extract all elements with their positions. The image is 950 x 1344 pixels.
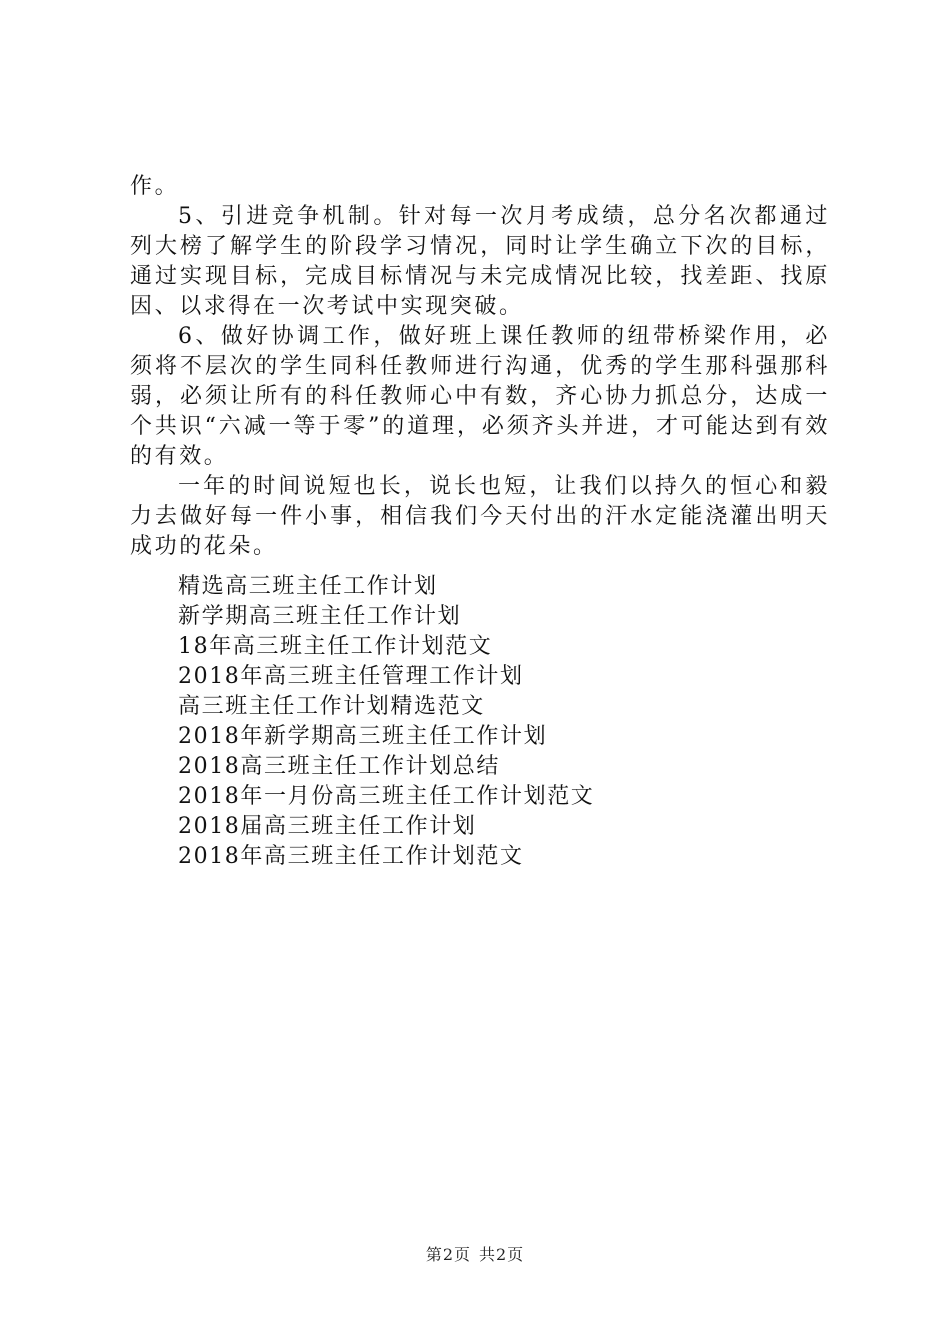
related-link-10[interactable]: 2018年高三班主任工作计划范文 <box>178 844 524 869</box>
related-link-9[interactable]: 2018届高三班主任工作计划 <box>178 814 477 839</box>
related-link-6[interactable]: 2018年新学期高三班主任工作计划 <box>178 724 548 749</box>
related-link-8[interactable]: 2018年一月份高三班主任工作计划范文 <box>178 784 595 809</box>
paragraph-continuation: 作。 <box>130 174 180 199</box>
paragraph-closing: 一年的时间说短也长，说长也短，让我们以持久的恒心和毅力去做好每一件小事，相信我们今天付出的汗水定能浇灌出明天成功的花朵。 <box>130 474 830 559</box>
paragraph-item-5: 5、引进竞争机制。针对每一次月考成绩，总分名次都通过列大榜了解学生的阶段学习情况，同时让学生确立下次的目标，通过实现目标，完成目标情况与未完成情况比较，找差距、找原因、以求得在一次考试中实现突破。 <box>130 204 830 319</box>
page-footer <box>0 1244 950 1266</box>
related-link-1[interactable]: 精选高三班主任工作计划 <box>178 574 438 599</box>
related-link-2[interactable]: 新学期高三班主任工作计划 <box>178 604 462 629</box>
document-body <box>130 172 830 562</box>
paragraph-item-6: 6、做好协调工作，做好班上课任教师的纽带桥梁作用，必须将不层次的学生同科任教师进行沟通，优秀的学生那科强那科弱，必须让所有的科任教师心中有数，齐心协力抓总分，达成一个共识“六减一等于零”的道理，必须齐头并进，才可能达到有效的有效。 <box>130 324 830 469</box>
related-link-3[interactable]: 18年高三班主任工作计划范文 <box>178 634 493 659</box>
related-link-7[interactable]: 2018高三班主任工作计划总结 <box>178 754 500 779</box>
related-links-list <box>178 572 818 872</box>
page-number: 第2页 <box>425 1245 471 1264</box>
related-link-4[interactable]: 2018年高三班主任管理工作计划 <box>178 664 524 689</box>
related-link-5[interactable]: 高三班主任工作计划精选范文 <box>178 694 485 719</box>
page-total: 共2页 <box>479 1245 525 1264</box>
